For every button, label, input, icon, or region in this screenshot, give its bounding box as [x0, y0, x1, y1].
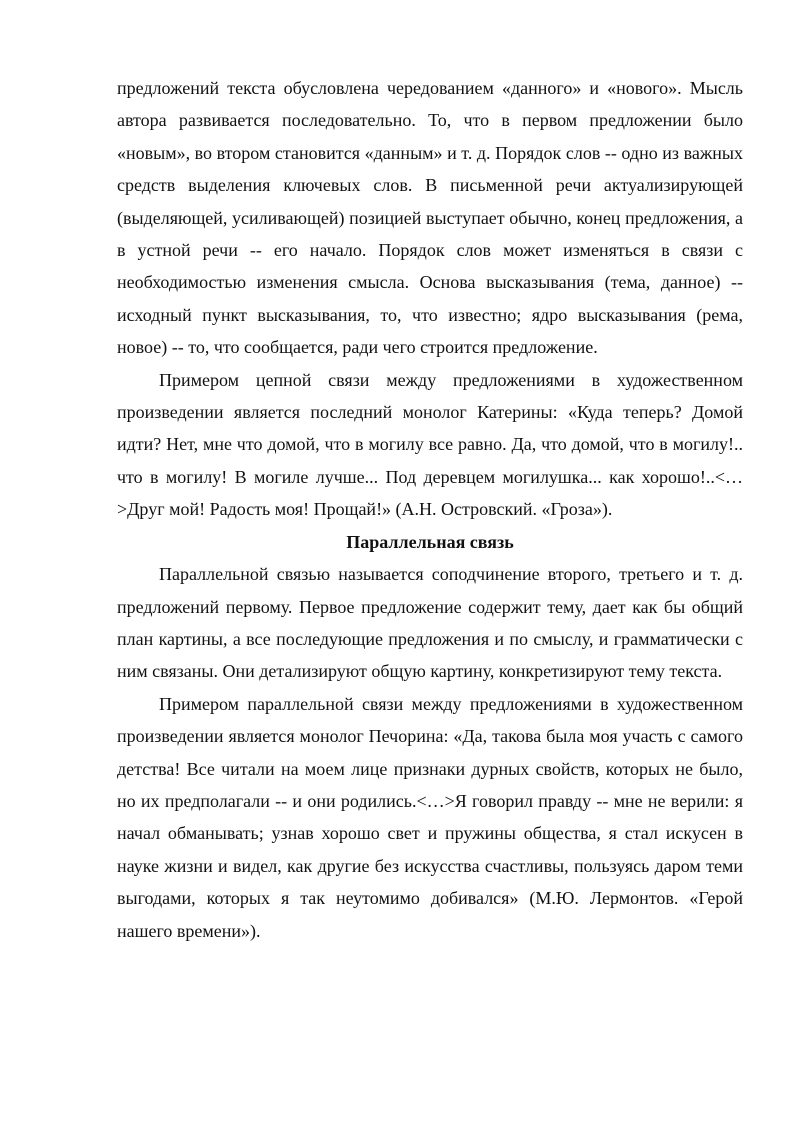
- paragraph-chain-link-example: Примером цепной связи между предложениями в художественном произведении является последний монолог Катерины: «Куда теперь? Домой идти? Нет, мне что домой, что в могилу все равно. Да, что домой, что в могилу!.. что в могилу! В могиле лучше... Под деревцем могилушка... как хорошо!..<…>Друг мой! Радость моя! Прощай!» (А.Н. Островский. «Гроза»).: [117, 369, 743, 520]
- section-heading: Параллельная связь: [346, 531, 514, 552]
- paragraph-parallel-link-definition: Параллельной связью называется соподчинение второго, третьего и т. д. предложений первому. Первое предложение содержит тему, дает как бы общий план картины, а все последующие предложения и по смыслу, и грамматически с ним связаны. Они детализируют общую картину, конкретизируют тему текста.: [117, 564, 743, 682]
- paragraph-word-order: предложений текста обусловлена чередованием «данного» и «нового». Мысль автора развивается последовательно. То, что в первом предложении было «новым», во втором становится «данным» и т. д. Порядок слов -- одно из важных средств выделения ключевых слов. В письменной речи актуализирующей (выделяющей, усиливающей) позицией выступает обычно, конец предложения, а в устной речи -- его начало. Порядок слов может изменяться в связи с необходимостью изменения смысла. Основа высказывания (тема, данное) -- исходный пункт высказывания, то, что известно; ядро высказывания (рема, новое) -- то, что сообщается, ради чего строится предложение.: [117, 78, 743, 358]
- paragraph-parallel-link-example: Примером параллельной связи между предложениями в художественном произведении является монолог Печорина: «Да, такова была моя участь с самого детства! Все читали на моем лице признаки дурных свойств, которых не было, но их предполагали -- и они родились.<…>Я говорил правду -- мне не верили: я начал обманывать; узнав хорошо свет и пружины общества, я стал искусен в науке жизни и видел, как другие без искусства счастливы, пользуясь даром теми выгодами, которых я так неутомимо добивался» (М.Ю. Лермонтов. «Герой нашего времени»).: [117, 693, 743, 941]
- document-body: [117, 72, 743, 947]
